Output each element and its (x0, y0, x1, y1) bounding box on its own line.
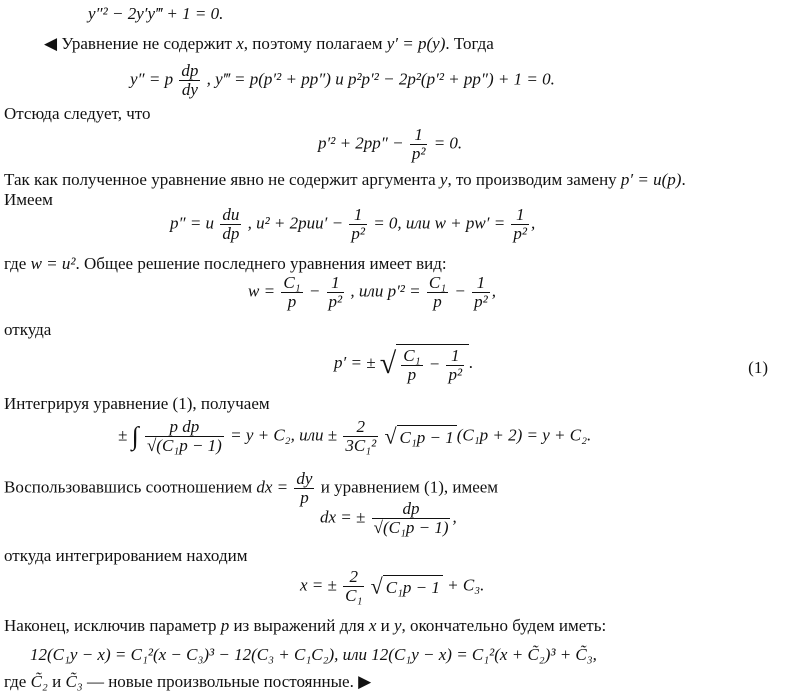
text-line: Имеем (4, 190, 53, 209)
equation-number: (1) (748, 358, 768, 377)
text: — новые произвольные постоянные. ▶ (82, 672, 372, 691)
fraction (343, 568, 364, 605)
fraction (349, 206, 367, 243)
equation-1 (334, 344, 473, 384)
fraction (410, 126, 428, 163)
denominator: p² (513, 224, 528, 243)
math: , (531, 213, 536, 233)
math: y (439, 170, 448, 189)
numerator: C₁ (283, 273, 301, 292)
math: ± (118, 425, 128, 445)
math: p′ = u(p) (620, 170, 682, 189)
numerator: 1 (472, 274, 490, 293)
fraction (372, 500, 451, 537)
math: − (308, 281, 321, 301)
math: − (454, 281, 466, 301)
numerator: dp (372, 500, 451, 519)
numerator: dp (181, 61, 199, 80)
numerator: 1 (349, 206, 367, 225)
denominator: p (433, 292, 442, 311)
math: y′ = p(y) (386, 34, 446, 53)
math: C̃₃ (65, 672, 83, 691)
text: из выражений для (229, 616, 369, 635)
math: , или p′² = (350, 281, 421, 301)
numerator: 1 (410, 126, 428, 145)
equation (170, 206, 535, 243)
math: w = u² (30, 254, 76, 273)
paragraph-closing (4, 672, 371, 692)
math: dx = (256, 477, 289, 497)
text: Так как полученное уравнение явно не содержит аргумента (4, 170, 440, 189)
fraction (281, 274, 302, 311)
numerator: C₁ (403, 346, 421, 365)
denominator: √(C₁p − 1) (146, 436, 222, 455)
numerator: 1 (446, 347, 464, 366)
text: и (376, 616, 394, 635)
fraction (511, 206, 529, 243)
text: . Тогда (445, 34, 494, 53)
radicand (396, 344, 469, 384)
fraction (343, 418, 378, 455)
fraction (401, 347, 422, 384)
equation-top: y″² − 2y′y‴ + 1 = 0. (88, 4, 224, 23)
equation-final: 12(C₁y − x) = C₁²(x − C₃)³ − 12(C₃ + C₁C₂), или 12(C₁y − x) = C₁²(x + C̃₂)³ + C̃₃, (30, 645, 597, 664)
text: . Общее решение последнего уравнения имеет вид: (75, 254, 447, 273)
denominator: p² (448, 365, 463, 384)
math: C̃₂ (30, 672, 48, 691)
square-root (380, 344, 469, 384)
math: = y + C₂, или ± (230, 425, 338, 445)
text: и уравнением (1), имеем (316, 477, 499, 497)
equation-integral (118, 418, 591, 455)
paragraph (4, 170, 686, 190)
math: , u² + 2puu′ − (247, 213, 344, 233)
math: . (469, 352, 474, 372)
text-line: Отсюда следует, что (4, 104, 151, 123)
math: x = ± (300, 575, 337, 595)
denominator: C₁ (345, 586, 363, 605)
math: , (491, 281, 496, 301)
numerator: C₁ (428, 273, 447, 292)
text: Наконец, исключив параметр (4, 616, 221, 635)
math: = 0. (433, 133, 463, 153)
math: + C₃. (447, 575, 485, 595)
paragraph (4, 254, 447, 274)
text: и (47, 672, 66, 691)
denominator: √(C₁p − 1) (373, 518, 449, 537)
math: − (428, 354, 441, 374)
paragraph (4, 616, 606, 636)
text-line: Интегрируя уравнение (1), получаем (4, 394, 270, 413)
denominator: p (300, 488, 309, 507)
math: , (452, 507, 457, 527)
math: x (368, 616, 377, 635)
text-line: откуда (4, 320, 52, 339)
numerator: 2 (343, 568, 364, 587)
text: Воспользовавшись соотношением (4, 477, 257, 497)
text: , поэтому полагаем (243, 34, 387, 53)
radical-sign: √ (370, 573, 383, 599)
math: p (220, 616, 230, 635)
equation-substitution (130, 62, 555, 99)
numerator: p dp (145, 418, 224, 437)
fraction (427, 274, 448, 311)
denominator: p² (411, 144, 426, 163)
math: dx = ± (320, 507, 366, 527)
fraction (327, 274, 345, 311)
denominator: dy (181, 80, 198, 99)
numerator: 2 (343, 418, 378, 437)
radicand: C₁p − 1 (397, 425, 457, 448)
fraction (294, 470, 314, 507)
denominator: 3C₁² (345, 436, 377, 455)
text-line: откуда интегрированием находим (4, 546, 248, 565)
numerator: dy (296, 469, 313, 488)
fraction (220, 206, 241, 243)
numerator: du (222, 205, 240, 224)
fraction (145, 418, 224, 455)
math: y (393, 616, 402, 635)
numerator: 1 (511, 206, 529, 225)
denominator: dp (222, 224, 240, 243)
fraction (179, 62, 200, 99)
math: y″ = p (130, 69, 174, 89)
text: ◀ Уравнение не содержит (44, 34, 237, 53)
equation (248, 274, 496, 311)
equation (318, 126, 462, 163)
text: где (4, 672, 31, 691)
math: = 0, или w + pw′ = (373, 213, 506, 233)
equation (300, 568, 484, 605)
denominator: p² (351, 224, 365, 243)
integral-sign: ∫ (131, 421, 139, 451)
denominator: p (287, 292, 297, 311)
denominator: p (407, 365, 417, 384)
denominator: p² (328, 292, 343, 311)
math: , y‴ = p(p′² + pp″) и p²p′² − 2p²(p′² + pp″) + 1 = 0. (206, 69, 555, 89)
square-root (371, 575, 443, 598)
math: p′ = ± (334, 352, 376, 372)
text: , то производим замену (447, 170, 621, 189)
equation (320, 500, 457, 537)
math: p″ = u (170, 213, 215, 233)
denominator: p² (474, 292, 488, 311)
numerator: 1 (327, 274, 345, 293)
text: . (681, 170, 686, 189)
paragraph-intro (44, 34, 494, 54)
fraction (446, 347, 464, 384)
math: w = (248, 281, 276, 301)
math: x (236, 34, 244, 53)
radicand: C₁p − 1 (383, 575, 443, 598)
math: p′² + 2pp″ − (318, 133, 404, 153)
text: где (4, 254, 31, 273)
radical-sign: √ (379, 347, 397, 380)
math: (C₁p + 2) = y + C₂. (456, 425, 592, 445)
square-root (384, 425, 456, 448)
text: , окончательно будем иметь: (401, 616, 607, 635)
radical-sign: √ (384, 423, 397, 449)
fraction (472, 274, 490, 311)
